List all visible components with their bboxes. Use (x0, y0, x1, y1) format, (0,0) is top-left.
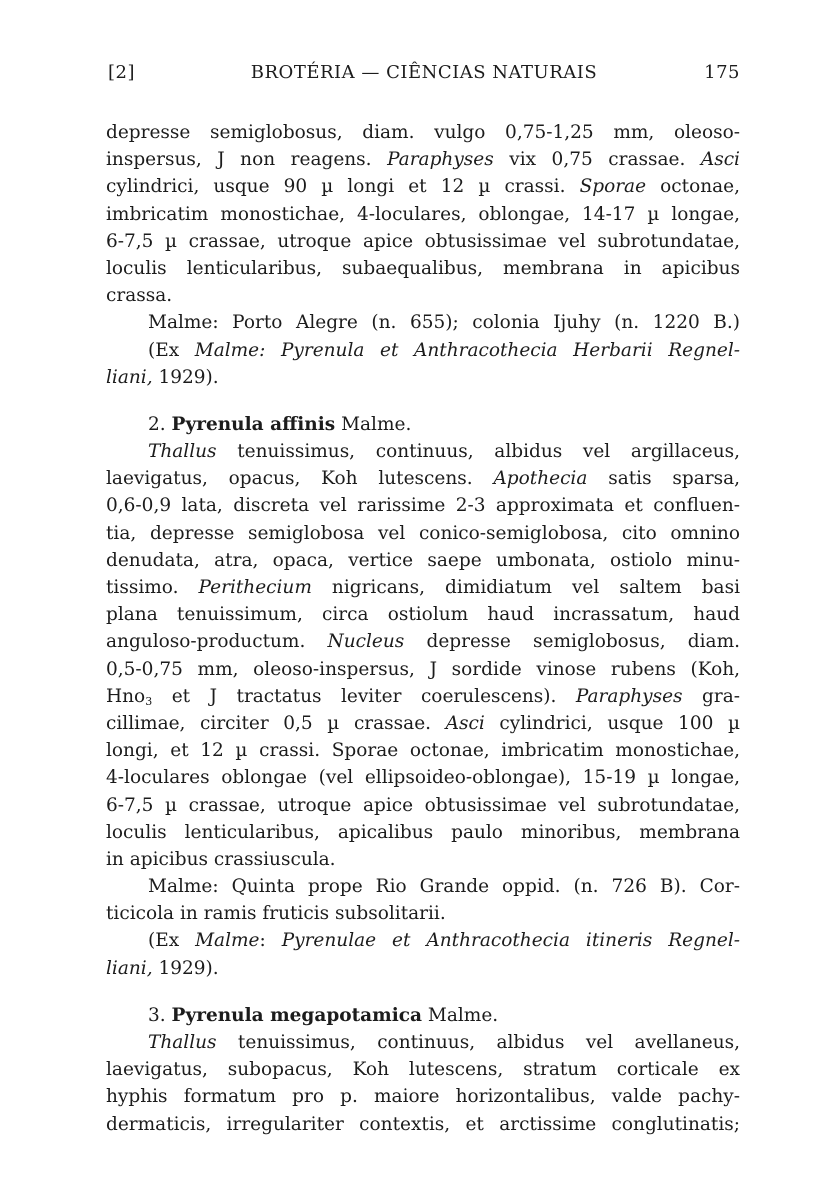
text-line: Thallus tenuissimus, continuus, albidus vel argillaceus, (148, 441, 740, 463)
text-line: cylindrici, usque 90 µ longi et 12 µ crassi. Sporae octonae, (106, 176, 740, 198)
species-heading: 2. Pyrenula affinis Malme. (148, 413, 412, 435)
text-line: Thallus tenuissimus, continuus, albidus vel avellaneus, (148, 1032, 740, 1053)
text-line: loculis lenticularibus, apicalibus paulo minoribus, membrana (106, 821, 740, 843)
text-line: 6-7,5 µ crassae, utroque apice obtusissimae vel subrotundatae, (106, 794, 740, 816)
species-heading: 3. Pyrenula megapotamica Malme. (148, 1004, 499, 1026)
text-line: tissimo. Perithecium nigricans, dimidiatum vel saltem basi (106, 577, 741, 598)
text-line: 6-7,5 µ crassae, utroque apice obtusissimae vel subrotundatae, (106, 230, 740, 252)
text-line: Hno$_3$ et J tractatus leviter coerulescens). Paraphyses gra- (106, 685, 740, 708)
text-line: anguloso-productum. Nucleus depresse semiglobosus, diam. (106, 631, 740, 653)
text-line: cillimae, circiter 0,5 µ crassae. Asci cylindrici, usque 100 µ (106, 712, 740, 734)
text-line: loculis lenticularibus, subaequalibus, membrana in apicibus (106, 257, 740, 279)
citation-line: liani, 1929). (106, 366, 219, 388)
text-line: inspersus, J non reagens. Paraphyses vix 0,75 crassae. Asci (106, 149, 740, 171)
text-line: crassa. (106, 285, 173, 307)
text-line: tia, depresse semiglobosa vel conico-semiglobosa, cito omnino (106, 522, 740, 544)
text-line: denudata, atra, opaca, vertice saepe umbonata, ostiolo minu- (106, 549, 740, 571)
text-line: 4-loculares oblongae (vel ellipsoideo-oblongae), 15-19 µ longae, (106, 767, 740, 789)
text-line: plana tenuissimum, circa ostiolum haud incrassatum, haud (106, 604, 740, 626)
text-line: 0,6-0,9 lata, discreta vel rarissime 2-3 approximata et confluen- (106, 495, 740, 517)
running-header (108, 62, 740, 86)
text-line: in apicibus crassiuscula. (106, 848, 336, 870)
text-line: depresse semiglobosus, diam. vulgo 0,75-1,25 mm, oleoso- (106, 122, 740, 143)
running-title: BROTÉRIA — CIÊNCIAS NATURAIS (250, 62, 598, 83)
citation-line: (Ex Malme: Pyrenulae et Anthracothecia itineris Regnel- (148, 930, 740, 952)
text-line: 0,5-0,75 mm, oleoso-inspersus, J sordide vinose rubens (Koh, (106, 658, 740, 680)
citation-line: (Ex Malme: Pyrenula et Anthracothecia Herbarii Regnel- (148, 339, 740, 361)
text-line: imbricatim monostichae, 4-loculares, oblongae, 14-17 µ longae, (106, 203, 740, 225)
page-number: 175 (704, 62, 740, 83)
specimen-line: ticicola in ramis fruticis subsolitarii. (106, 903, 446, 925)
specimen-line: Malme: Quinta prope Rio Grande oppid. (n. 726 B). Cor- (148, 876, 740, 898)
specimen-line: Malme: Porto Alegre (n. 655); colonia Ijuhy (n. 1220 B.) (148, 312, 740, 334)
text-line: dermaticis, irregulariter contextis, et arctissime conglutinatis; (106, 1113, 740, 1135)
text-line: longi, et 12 µ crassi. Sporae octonae, imbricatim monostichae, (106, 740, 740, 762)
text-line: hyphis formatum pro p. maiore horizontalibus, valde pachy- (106, 1086, 740, 1108)
text-line: laevigatus, opacus, Koh lutescens. Apothecia satis sparsa, (106, 468, 740, 490)
body-text (106, 119, 740, 1138)
section-marker: [2] (108, 62, 135, 83)
citation-line: liani, 1929). (106, 957, 219, 979)
text-line: laevigatus, subopacus, Koh lutescens, stratum corticale ex (106, 1059, 740, 1081)
